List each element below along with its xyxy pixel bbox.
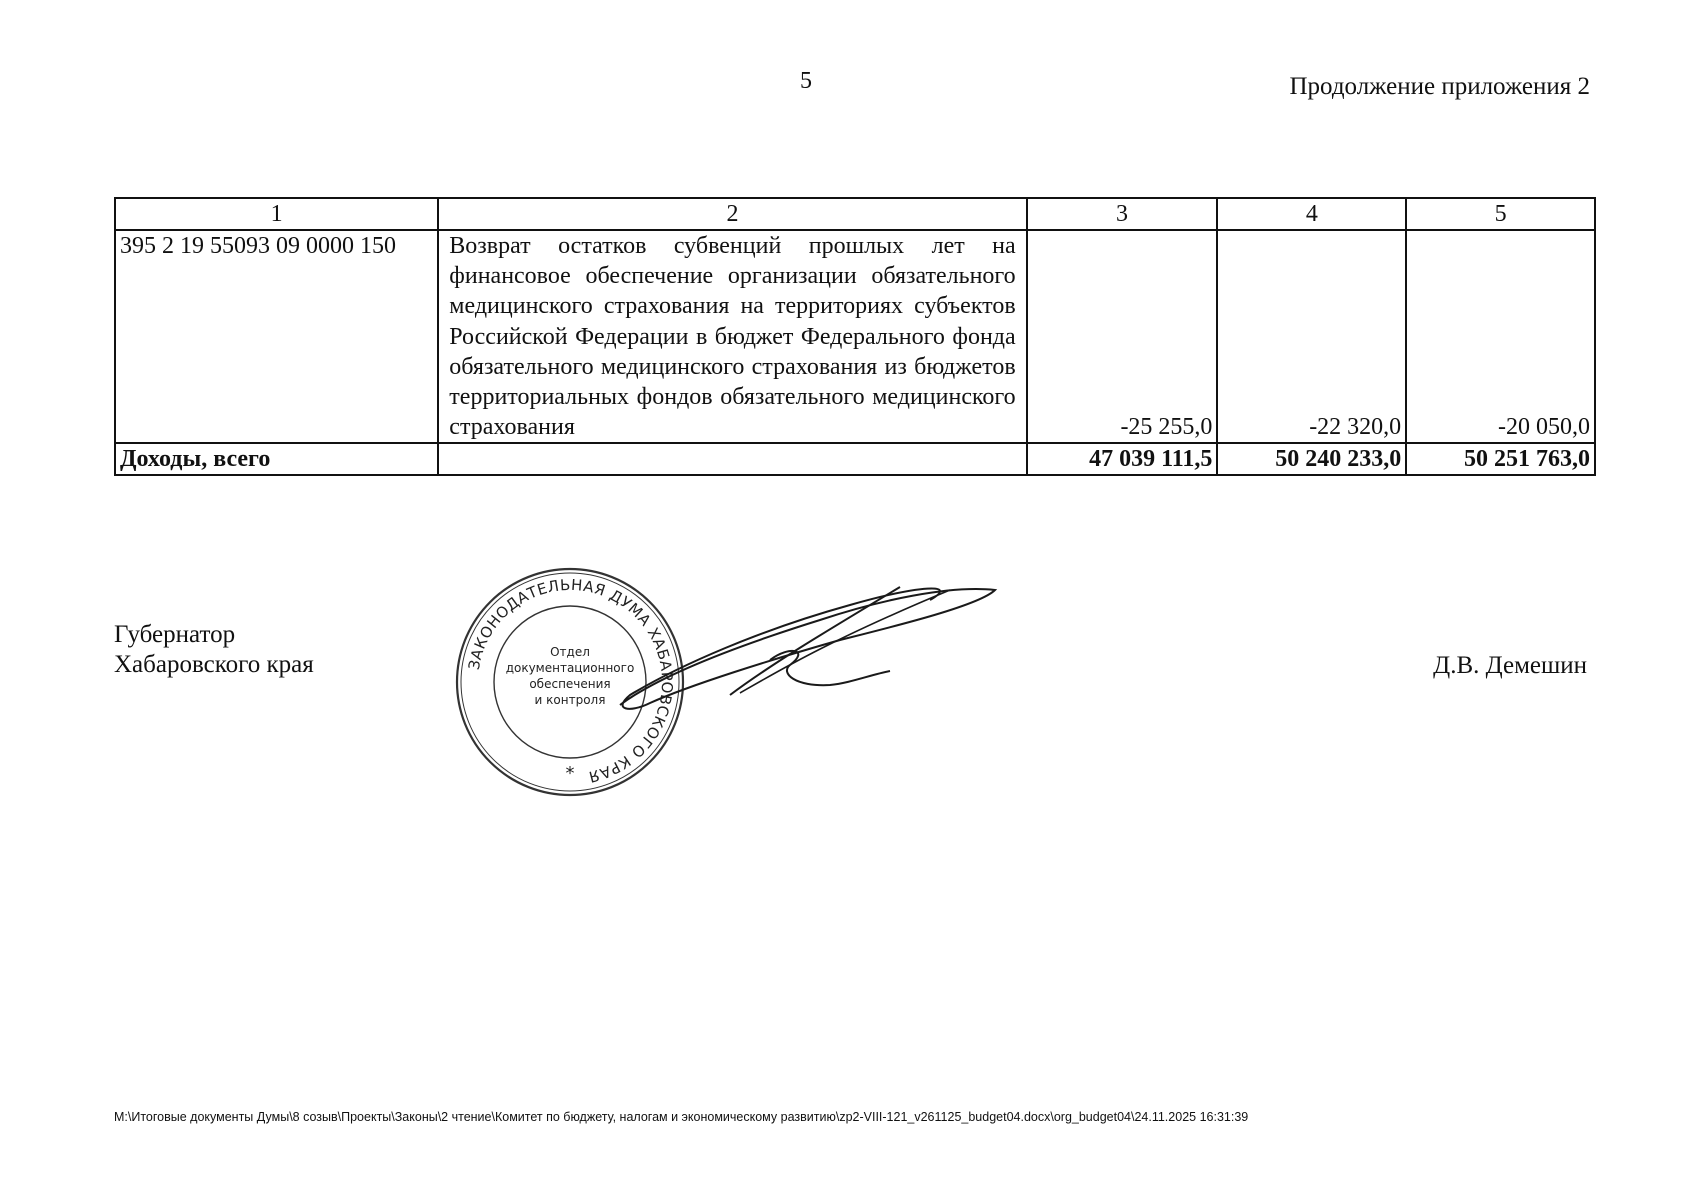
table-row [115,230,1595,443]
total-empty-cell [438,443,1026,475]
continuation-title: Продолжение приложения 2 [1289,73,1590,100]
seal-inner-line: документационного [505,661,635,675]
footer-file-path: М:\Итоговые документы Думы\8 созыв\Проекты\Законы\2 чтение\Комитет по бюджету, налогам и экономическому развитию\zp2-VIII-121_v261125_budget04.docx\org_budget04\24.11.2025 16:31:39 [114,1110,1249,1124]
seal-outer-text: ЗАКОНОДАТЕЛЬНАЯ ДУМА ХАБАРОВСКОГО КРАЯ [464,575,677,787]
page-number: 5 [800,68,812,94]
total-row [115,443,1595,475]
value-cell-year1: -25 255,0 [1027,230,1218,443]
value-cell-year2: -22 320,0 [1217,230,1406,443]
column-header: 3 [1027,198,1218,230]
seal-inner-line: обеспечения [529,677,611,691]
column-header: 2 [438,198,1026,230]
budget-item-name-cell: Возврат остатков субвенций прошлых лет на финансовое обеспечение организации обязательного медицинского страхования на территориях субъектов Российской Федерации в бюджет Федерального фонда обязательного медицинского страхования из бюджетов территориальных фондов обязательного медицинского страхования [438,230,1026,443]
column-header: 5 [1406,198,1595,230]
total-value-year2: 50 240 233,0 [1217,443,1406,475]
column-header: 4 [1217,198,1406,230]
seal-inner-line: Отдел [550,645,590,659]
table-header-row [115,198,1595,230]
total-label: Доходы, всего [115,443,438,475]
position-line: Губернатор [114,621,236,648]
seal-inner-line: и контроля [534,693,606,707]
total-value-year3: 50 251 763,0 [1406,443,1595,475]
total-value-year1: 47 039 111,5 [1027,443,1218,475]
budget-code-cell: 395 2 19 55093 09 0000 150 [115,230,438,443]
position-line: Хабаровского края [114,651,314,678]
signatory-name: Д.В. Демешин [1433,652,1587,679]
budget-table [114,197,1596,476]
value-cell-year3: -20 050,0 [1406,230,1595,443]
handwritten-signature-icon [600,575,1000,735]
seal-star: * [565,763,575,784]
signatory-position [114,620,314,680]
column-header: 1 [115,198,438,230]
